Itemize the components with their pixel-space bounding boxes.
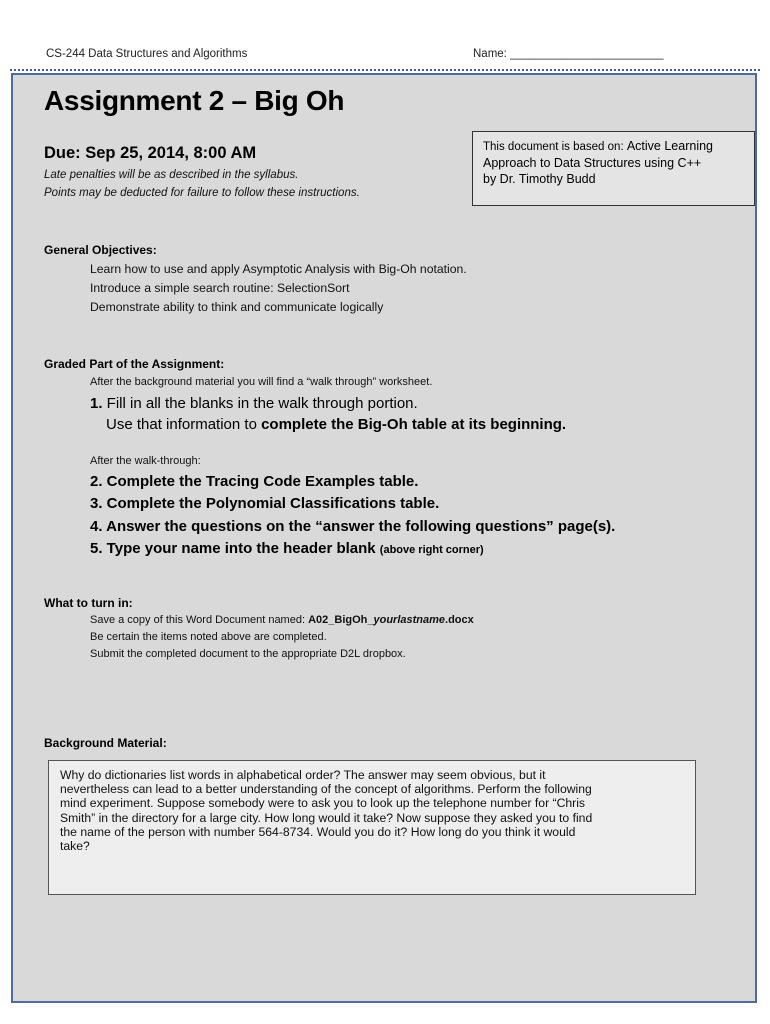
graded-step-1b [106, 416, 566, 433]
background-line: nevertheless can lead to a better understanding of the concept of algorithms. Perform the following [60, 782, 592, 797]
late-penalty-note: Late penalties will be as described in the syllabus. [44, 169, 299, 181]
turn-in-ext: .docx [445, 614, 474, 626]
header-course: CS-244 Data Structures and Algorithms [46, 48, 248, 60]
objective-item: Introduce a simple search routine: SelectionSort [90, 281, 350, 295]
graded-step-3: 3. Complete the Polynomial Classifications table. [90, 495, 440, 512]
step-5-note: (above right corner) [379, 544, 484, 556]
background-heading: Background Material: [44, 736, 167, 750]
source-box [472, 131, 755, 206]
step-1-text: Fill in all the blanks in the walk through portion. [102, 395, 418, 412]
objectives-heading: General Objectives: [44, 243, 157, 257]
due-date: Due: Sep 25, 2014, 8:00 AM [44, 144, 257, 162]
source-prefix: This document is based on: [483, 141, 627, 153]
turn-in-line-1 [90, 614, 474, 626]
graded-step-5 [90, 540, 484, 557]
background-line: the name of the person with number 564-8734. Would you do it? How long do you think it would [60, 824, 576, 839]
header-divider [10, 69, 760, 71]
source-line-1: Active Learning [626, 139, 714, 153]
background-line: mind experiment. Suppose somebody were to ask you to look up the telephone number for “Chris [60, 796, 586, 811]
turn-in-lastname: yourlastname [373, 614, 446, 626]
deduction-note: Points may be deducted for failure to follow these instructions. [44, 187, 360, 199]
background-box [48, 760, 696, 895]
objective-item: Demonstrate ability to think and communicate logically [90, 300, 384, 314]
turn-in-plain: Save a copy of this Word Document named: [90, 614, 309, 626]
page-title: Assignment 2 – Big Oh [44, 85, 345, 116]
graded-step-2: 2. Complete the Tracing Code Examples table. [90, 473, 419, 490]
step-5-text: 5. Type your name into the header blank [90, 540, 380, 557]
background-line: Why do dictionaries list words in alphabetical order? The answer may seem obvious, but it [60, 768, 546, 782]
background-line: take? [60, 839, 90, 854]
source-line-2: Approach to Data Structures using C++ [483, 156, 702, 170]
graded-step-1 [90, 395, 418, 412]
turn-in-filename: A02_BigOh_ [308, 614, 374, 626]
graded-heading: Graded Part of the Assignment: [44, 357, 225, 371]
source-line-3: by Dr. Timothy Budd [483, 172, 596, 186]
step-1b-plain: Use that information to [106, 416, 262, 433]
graded-step-4: 4. Answer the questions on the “answer the following questions” page(s). [90, 518, 616, 535]
background-line: Smith” in the directory for a large city. How long would it take? Now suppose they asked you to find [60, 810, 593, 825]
header-name-field: Name: ________________________ [473, 48, 664, 60]
turn-in-heading: What to turn in: [44, 596, 133, 610]
objective-item: Learn how to use and apply Asymptotic Analysis with Big-Oh notation. [90, 262, 467, 276]
turn-in-line-2: Be certain the items noted above are completed. [90, 631, 327, 643]
step-1b-bold: complete the Big-Oh table at its beginning. [261, 416, 567, 433]
after-walkthrough: After the walk-through: [90, 455, 201, 467]
step-1-number: 1. [90, 395, 103, 412]
turn-in-line-3: Submit the completed document to the appropriate D2L dropbox. [90, 648, 406, 660]
graded-intro: After the background material you will find a “walk through” worksheet. [90, 376, 433, 388]
